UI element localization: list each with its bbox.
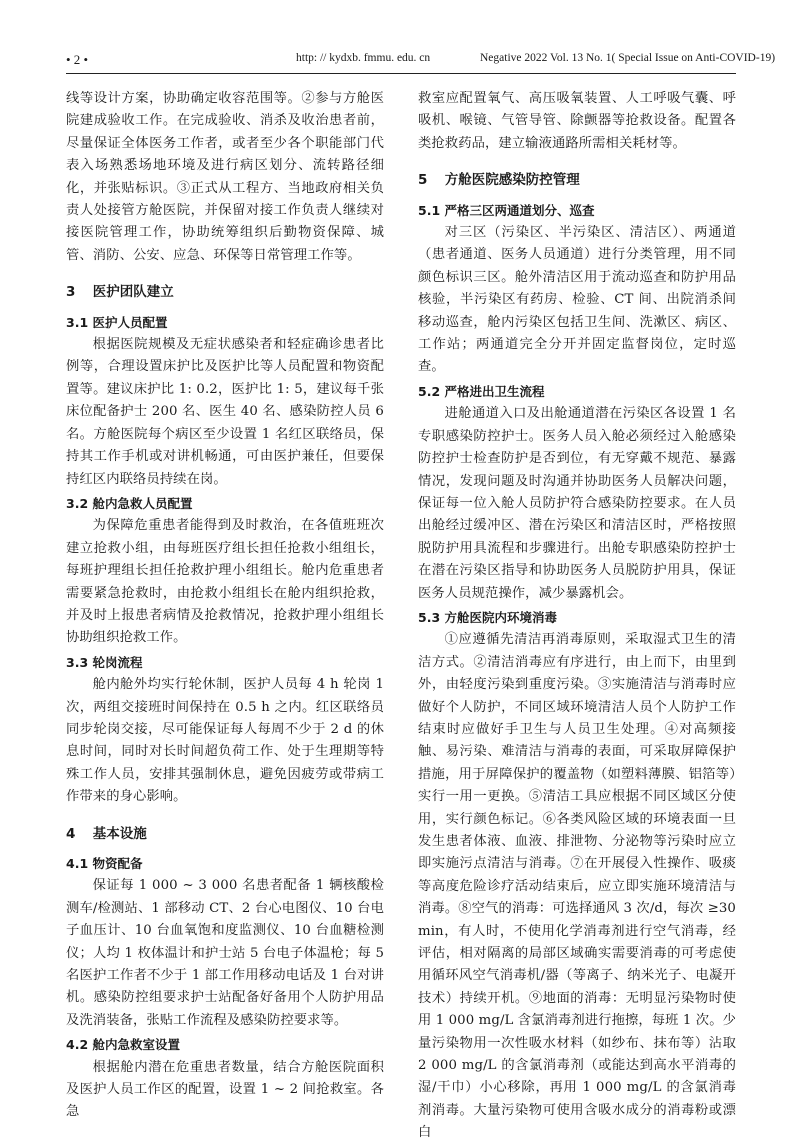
subsection-4-1-heading	[66, 853, 384, 875]
header-rule	[66, 73, 736, 74]
subsection-title: 严格三区两通道划分、巡查	[444, 202, 595, 218]
subsection-3-1-heading	[66, 312, 384, 334]
subsection-5-3-heading	[418, 607, 736, 629]
subsection-number: 4.2	[66, 1037, 89, 1053]
section-3-heading	[66, 281, 384, 303]
page-number: • 2 •	[66, 52, 89, 67]
subsection-5-2-heading	[418, 381, 736, 403]
paragraph-5-3: ①应遵循先清洁再消毒原则，采取湿式卫生的清洁方式。②清洁消毒应有序进行，由上而下，由里到外，由轻度污染到重度污染。③实施清洁与消毒时应做好个人防护，不同区域环境清洁人员个人防护工作结束时应做好手卫生与人员卫生处理。④对高频接触、易污染、难清洁与消毒的表面，可采取屏障保护措施，用于屏障保护的覆盖物（如塑料薄膜、铝箔等）实行一用一更换。⑤清洁工具应根据不同区域区分使用，实行颜色标记。⑥各类风险区域的环境表面一旦发生患者体液、血液、排泄物、分泌物等污染时应立即实施污点清洁与消毒。⑦在开展侵入性操作、吸痰等高度危险诊疗活动结束后，应立即实施环境清洁与消毒。⑧空气的消毒：可选择通风 3 次/d，每次 ≥30 min，有人时，不使用化学消毒剂进行空气消毒，经评估，相对隔离的局部区域确实需要消毒的可考虑使用循环风空气消毒机/器（等离子、纳米光子、电凝开技术）持续开机。⑨地面的消毒：无明显污染物时使用 1 000 mg/L 含氯消毒剂进行拖擦，每班 1 次。少量污染物用一次性吸水材料（如纱布、抹布等）沾取 2 000 mg/L 的含氯消毒剂（或能达到高水平消毒的湿/干巾）小心移除，再用 1 000 mg/L 的含氯消毒剂消毒。大量污染物可使用含吸水成分的消毒粉或漂白	[418, 632, 736, 1141]
section-title: 方舱医院感染防控管理	[444, 172, 580, 189]
paragraph-3-3: 舱内舱外均实行轮休制，医护人员每 4 h 轮岗 1 次，两组交接班时间保持在 0.5 h 之内。红区联络员同步轮岗交接，尽可能保证每人每周不少于 2 d 的休息时间，同时对长时间超负荷工作、处于生理期等特殊工作人员，安排其强制休息，避免因疲劳或带病工作带来的身心影响。	[66, 677, 384, 805]
section-number: 5	[418, 172, 428, 189]
subsection-5-1-heading	[418, 200, 736, 222]
subsection-number: 5.3	[418, 609, 441, 625]
subsection-3-3-heading	[66, 652, 384, 674]
journal-citation: Negative 2022 Vol. 13 No. 1( Special Issue on Anti-COVID-19)	[480, 52, 776, 64]
subsection-title: 舱内急救人员配置	[92, 495, 193, 511]
paragraph-5-1: 对三区（污染区、半污染区、清洁区）、两通道（患者通道、医务人员通道）进行分类管理，用不同颜色标识三区。舱外清洁区用于流动巡查和防护用品核验，半污染区有药房、检验、CT 间、出院消杀间移动巡查，舱内污染区包括卫生间、洗漱区、病区、工作站；两通道完全分开并固定监督岗位，定时巡查。	[418, 225, 736, 375]
subsection-number: 3.2	[66, 495, 89, 511]
paragraph-3-1: 根据医院规模及无症状感染者和轻症确诊患者比例等，合理设置床护比及医护比等人员配置和物资配置等。建议床护比 1: 0.2，医护比 1: 5，建议每千张床位配备护士 200 名、医生 40 名、感染防控人员 6 名。方舱医院每个病区至少设置 1 名红区联络员，保持其工作手机或对讲机畅通，可由医护兼任，但要保持红区内联络员持续在岗。	[66, 337, 384, 487]
left-column	[66, 88, 384, 1124]
paragraph-continued: 救室应配置氧气、高压吸氧装置、人工呼吸气囊、呼吸机、喉镜、气管导管、除颤器等抢救设备。配置各类抢救药品，建立输液通路所需相关耗材等。	[418, 91, 736, 151]
subsection-title: 医护人员配置	[92, 314, 168, 330]
subsection-number: 5.1	[418, 202, 441, 218]
subsection-title: 方舱医院内环境消毒	[444, 609, 558, 625]
subsection-number: 4.1	[66, 856, 89, 871]
paragraph-4-1: 保证每 1 000 ~ 3 000 名患者配备 1 辆核酸检测车/检测站、1 部移动 CT、2 台心电图仪、10 台电子血压计、10 台血氧饱和度监测仪、10 台血糖检测仪；人均 1 枚体温计和护士站 5 台电子体温枪；每 5 名医护工作者不少于 1 部工作用移动电话及 1 台对讲机。感染防控组要求护士站配备好备用个人防护用品及洗消装备，张贴工作流程及感染防控要求等。	[66, 878, 384, 1028]
section-number: 4	[66, 825, 76, 842]
paragraph-4-2: 根据舱内潜在危重患者数量，结合方舱医院面积及医护人员工作区的配置，设置 1 ~ 2 间抢救室。各急	[66, 1059, 384, 1120]
subsection-title: 轮岗流程	[92, 654, 143, 670]
section-title: 基本设施	[92, 825, 147, 842]
journal-url[interactable]: http: // kydxb. fmmu. edu. cn	[296, 52, 431, 64]
section-4-heading	[66, 823, 384, 845]
subsection-title: 物资配备	[92, 856, 143, 871]
subsection-number: 3.3	[66, 654, 89, 670]
section-title: 医护团队建立	[92, 284, 174, 301]
section-5-heading	[418, 169, 736, 191]
subsection-4-2-heading	[66, 1034, 384, 1056]
subsection-title: 舱内急救室设置	[92, 1037, 181, 1053]
subsection-number: 5.2	[418, 383, 441, 399]
section-number: 3	[66, 284, 76, 301]
subsection-title: 严格进出卫生流程	[444, 383, 545, 399]
subsection-3-2-heading	[66, 493, 384, 515]
subsection-number: 3.1	[66, 314, 89, 330]
paragraph-5-2: 进舱通道入口及出舱通道潜在污染区各设置 1 名专职感染防控护士。医务人员入舱必须经过入舱感染防控护士检查防护是否到位，有无穿戴不规范、暴露情况，发现问题及时沟通并协助医务人员解决问题，保证每一位入舱人员防护符合感染防控要求。在人员出舱经过缓冲区、潜在污染区和清洁区时，严格按照脱防护用具流程和步骤进行。出舱专职感染防控护士在潜在污染区指导和协助医务人员脱防护用具，保证医务人员规范操作，减少暴露机会。	[418, 406, 736, 601]
right-column	[418, 88, 736, 1145]
paragraph-3-2: 为保障危重患者能得到及时救治，在各值班班次建立抢救小组，由每班医疗组长担任抢救小组组长，每班护理组长担任抢救护理小组组长。舱内危重患者需要紧急抢救时，由抢救小组组长在舱内组织抢救，并及时上报患者病情及抢救情况，抢救护理小组组长协助组织抢救工作。	[66, 518, 384, 646]
paragraph-intro: 线等设计方案，协助确定收容范围等。②参与方舱医院建成验收工作。在完成验收、消杀及收治患者前，尽量保证全体医务工作者，或者至少各个职能部门代表入场熟悉场地环境及进行病区划分、流转路径细化，并张贴标识。③正式从工程方、当地政府相关负责人处接管方舱医院，并保留对接工作负责人继续对接医院管理工作，协助统筹组织后勤物资保障、城管、消防、公安、应急、环保等日常管理工作等。	[66, 91, 384, 263]
running-header	[66, 50, 776, 70]
